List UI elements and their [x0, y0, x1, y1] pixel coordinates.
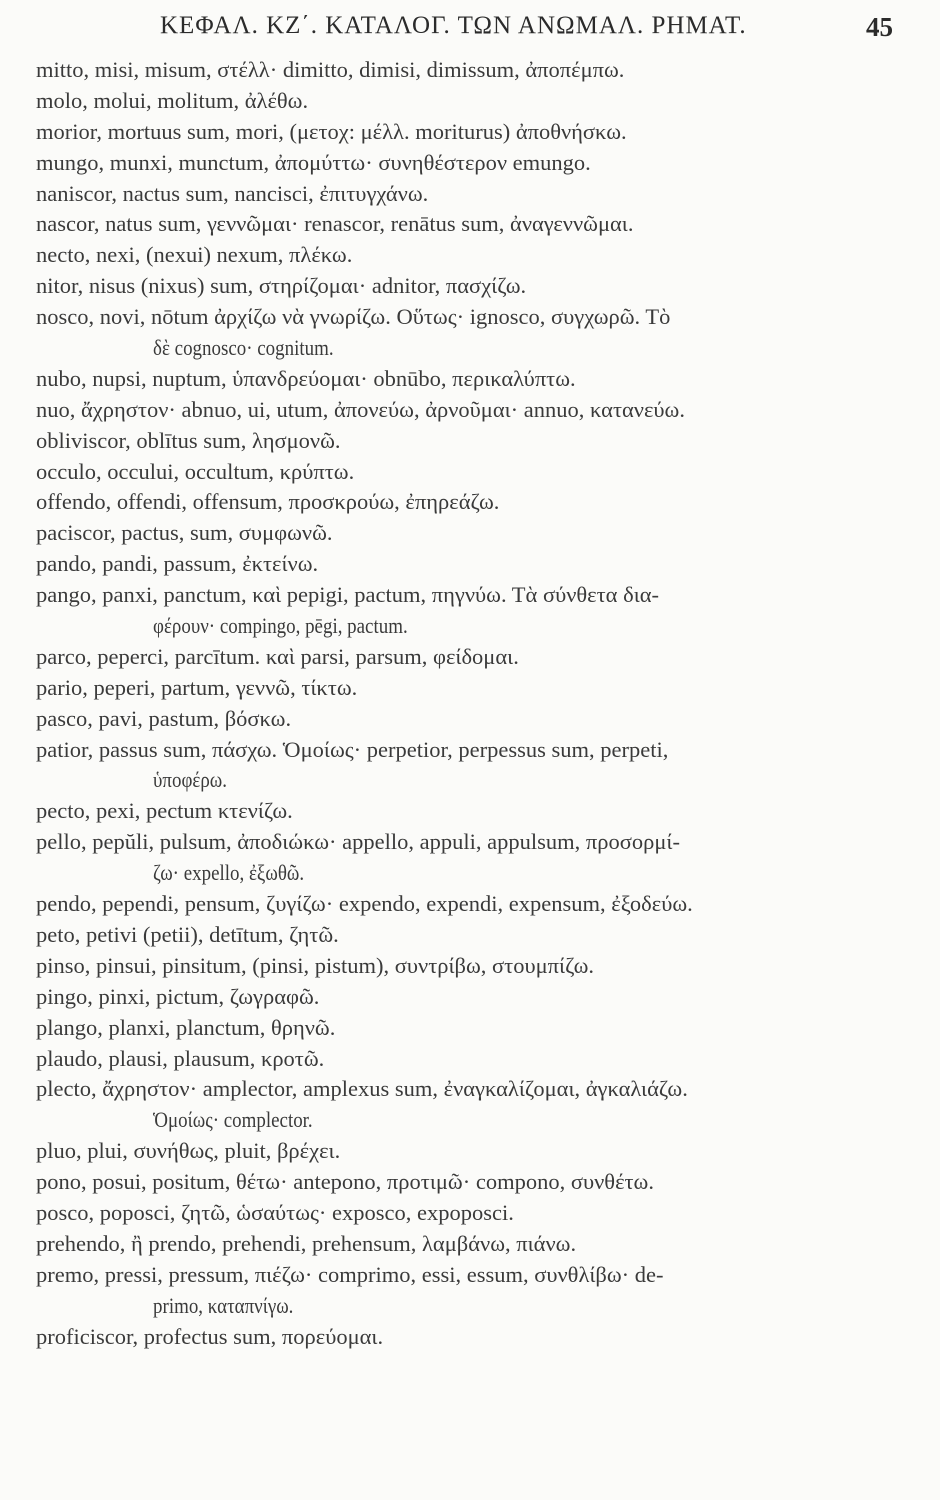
entry-continuation-line: Ὁμοίως· complector. [153, 1107, 313, 1133]
verb-list [36, 55, 916, 1352]
entry-line: paciscor, pactus, sum, συμφωνῶ. [36, 520, 333, 546]
entry-continuation-line: δὲ cognosco· cognitum. [153, 335, 334, 361]
entry-line: nosco, novi, nōtum ἀρχίζω νὰ γνωρίζω. Οὕτως· ignosco, συγχωρῶ. Τὸ [36, 304, 671, 330]
entry-line: obliviscor, oblītus sum, λησμονῶ. [36, 427, 341, 453]
entry-line: pango, panxi, panctum, καὶ pepigi, pactum, πηγνύω. Τὰ σύνθετα δια- [36, 582, 660, 608]
entry-line: pello, pepŭli, pulsum, ἀποδιώκω· appello, appuli, appulsum, προσορμί- [36, 829, 680, 855]
entry-line: plecto, ἄχρηστον· amplector, amplexus sum, ἐναγκαλίζομαι, ἀγκαλιάζω. [36, 1076, 688, 1102]
entry-line: nitor, nisus (nixus) sum, στηρίζομαι· adnitor, πασχίζω. [36, 273, 527, 299]
entry-line: premo, pressi, pressum, πιέζω· comprimo, essi, essum, συνθλίβω· de- [36, 1261, 664, 1287]
entry-continuation-line: ὑποφέρω. [153, 767, 228, 793]
entry-line: pasco, pavi, pastum, βόσκω. [36, 705, 292, 731]
entry-line: pluo, plui, συνήθως, pluit, βρέχει. [36, 1138, 341, 1164]
entry-line: pinso, pinsui, pinsitum, (pinsi, pistum), συντρίβω, στουμπίζω. [36, 952, 595, 978]
entry-line: patior, passus sum, πάσχω. Ὁμοίως· perpetior, perpessus sum, perpeti, [36, 736, 669, 762]
entry-continuation-line: φέρουν· compingo, pēgi, pactum. [153, 613, 408, 639]
entry-line: morior, mortuus sum, mori, (μετοχ: μέλλ. moriturus) ἀποθνήσκω. [36, 118, 627, 144]
entry-line: naniscor, nactus sum, nancisci, ἐπιτυγχάνω. [36, 180, 429, 206]
entry-line: nascor, natus sum, γεννῶμαι· renascor, renātus sum, ἀναγεννῶμαι. [36, 211, 634, 237]
entry-line: plaudo, plausi, plausum, κροτῶ. [36, 1045, 325, 1071]
entry-line: parco, peperci, parcītum. καὶ parsi, parsum, φείδομαι. [36, 643, 519, 669]
page-number: 45 [866, 12, 893, 42]
entry-line: prehendo, ἢ prendo, prehendi, prehensum, λαμβάνω, πιάνω. [36, 1230, 577, 1256]
entry-continuation-line: ζω· expello, ἐξωθῶ. [153, 860, 305, 886]
entry-line: pendo, pependi, pensum, ζυγίζω· expendo, expendi, expensum, ἐξοδεύω. [36, 891, 693, 917]
entry-line: pario, peperi, partum, γεννῶ, τίκτω. [36, 674, 358, 700]
entry-line: nubo, nupsi, nuptum, ὑπανδρεύομαι· obnūbo, περικαλύπτω. [36, 365, 576, 391]
entry-line: mitto, misi, misum, στέλλ· dimitto, dimisi, dimissum, ἀποπέμπω. [36, 57, 625, 82]
entry-line: peto, petivi (petii), detītum, ζητῶ. [36, 921, 339, 947]
entry-line: pono, posui, positum, θέτω· antepono, προτιμῶ· compono, συνθέτω. [36, 1169, 654, 1195]
entry-line: pecto, pexi, pectum κτενίζω. [36, 798, 293, 824]
entry-line: offendo, offendi, offensum, προσκρούω, ἐπηρεάζω. [36, 489, 500, 515]
entry-line: nuo, ἄχρηστον· abnuo, ui, utum, ἀπονεύω, ἀρνοῦμαι· annuo, κατανεύω. [36, 396, 685, 422]
entry-line: molo, molui, molitum, ἀλέθω. [36, 87, 309, 113]
entry-line: mungo, munxi, munctum, ἀπομύττω· συνηθέστερον emungo. [36, 149, 591, 175]
entry-line: proficiscor, profectus sum, πορεύομαι. [36, 1323, 384, 1349]
header-title: ΚΕΦΑΛ. ΚΖ΄. ΚΑΤΑΛΟΓ. ΤΩΝ ΑΝΩΜΑΛ. ΡΗΜΑΤ. [160, 12, 747, 39]
entry-line: pingo, pinxi, pictum, ζωγραφῶ. [36, 983, 320, 1009]
entry-continuation-line: primo, καταπνίγω. [153, 1292, 294, 1318]
running-header [0, 12, 940, 52]
entry-line: posco, poposci, ζητῶ, ὡσαύτως· exposco, expoposci. [36, 1199, 514, 1225]
entry-line: necto, nexi, (nexui) nexum, πλέκω. [36, 242, 353, 268]
entry-line: plango, planxi, planctum, θρηνῶ. [36, 1014, 336, 1040]
entry-line: pando, pandi, passum, ἐκτείνω. [36, 551, 319, 577]
entry-line: occulo, occului, occultum, κρύπτω. [36, 458, 355, 484]
